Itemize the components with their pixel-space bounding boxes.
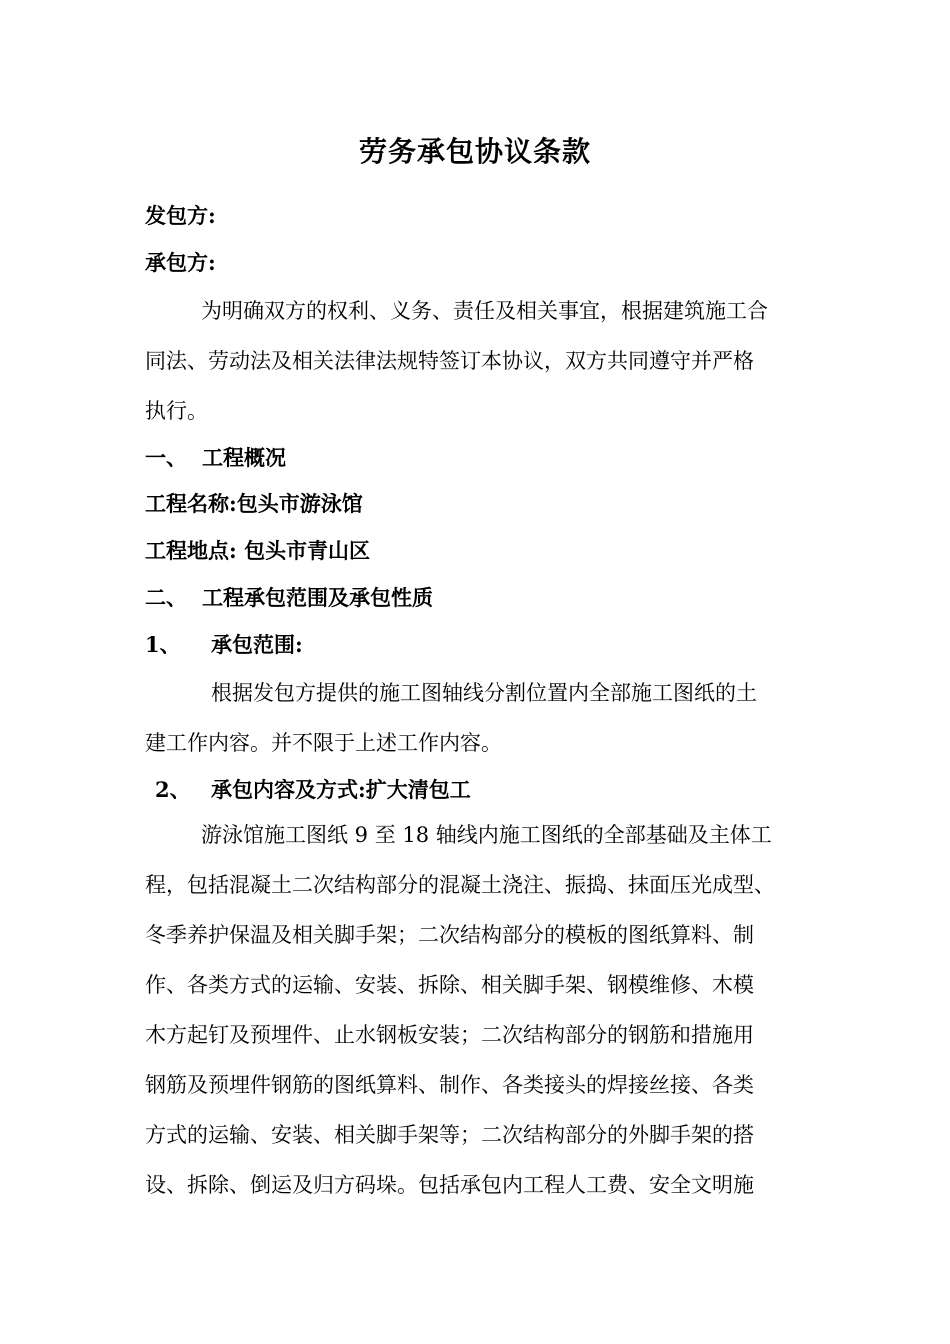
section-1-title: 工程概况 bbox=[202, 445, 286, 470]
intro-paragraph bbox=[145, 286, 810, 436]
project-location: 工程地点: 包头市青山区 bbox=[145, 538, 371, 563]
scope-paragraph bbox=[145, 668, 810, 768]
intro-line: 执行。 bbox=[145, 399, 208, 423]
item-2-number: 2、 bbox=[155, 777, 191, 802]
content-line: 木方起钉及预埋件、止水钢板安装；二次结构部分的钢筋和措施用 bbox=[145, 1023, 754, 1047]
item-1-number: 1、 bbox=[145, 632, 181, 657]
project-name: 工程名称:包头市游泳馆 bbox=[145, 491, 363, 516]
intro-line: 同法、劳动法及相关法律法规特签订本协议，双方共同遵守并严格 bbox=[145, 349, 754, 373]
item-1-title: 承包范围: bbox=[211, 632, 303, 657]
section-1-number: 一、 bbox=[145, 445, 187, 470]
employer-label: 发包方: bbox=[145, 203, 216, 228]
content-line: 钢筋及预埋件钢筋的图纸算料、制作、各类接头的焊接丝接、各类 bbox=[145, 1073, 754, 1097]
content-line: 作、各类方式的运输、安装、拆除、相关脚手架、钢模维修、木模 bbox=[145, 973, 754, 997]
content-line: 冬季养护保温及相关脚手架；二次结构部分的模板的图纸算料、制 bbox=[145, 923, 754, 947]
section-2-title: 工程承包范围及承包性质 bbox=[202, 585, 433, 610]
item-2-title: 承包内容及方式:扩大清包工 bbox=[211, 777, 471, 802]
contractor-label: 承包方: bbox=[145, 250, 216, 275]
item-2-heading bbox=[155, 775, 471, 805]
content-paragraph bbox=[145, 810, 810, 1210]
section-2-heading bbox=[145, 583, 433, 613]
section-2-number: 二、 bbox=[145, 585, 187, 610]
scope-line: 根据发包方提供的施工图轴线分割位置内全部施工图纸的土 bbox=[211, 681, 757, 705]
section-1-heading bbox=[145, 443, 286, 473]
scope-line: 建工作内容。并不限于上述工作内容。 bbox=[145, 731, 502, 755]
item-1-heading bbox=[145, 630, 303, 660]
content-line: 程，包括混凝土二次结构部分的混凝土浇注、振捣、抹面压光成型、 bbox=[145, 873, 775, 897]
content-line: 方式的运输、安装、相关脚手架等；二次结构部分的外脚手架的搭 bbox=[145, 1123, 754, 1147]
document-title: 劳务承包协议条款 bbox=[358, 135, 591, 168]
content-line: 设、拆除、倒运及归方码垛。包括承包内工程人工费、安全文明施 bbox=[145, 1173, 754, 1197]
intro-line: 为明确双方的权利、义务、责任及相关事宜，根据建筑施工合 bbox=[201, 299, 768, 323]
content-line: 游泳馆施工图纸 9 至 18 轴线内施工图纸的全部基础及主体工 bbox=[201, 823, 772, 847]
